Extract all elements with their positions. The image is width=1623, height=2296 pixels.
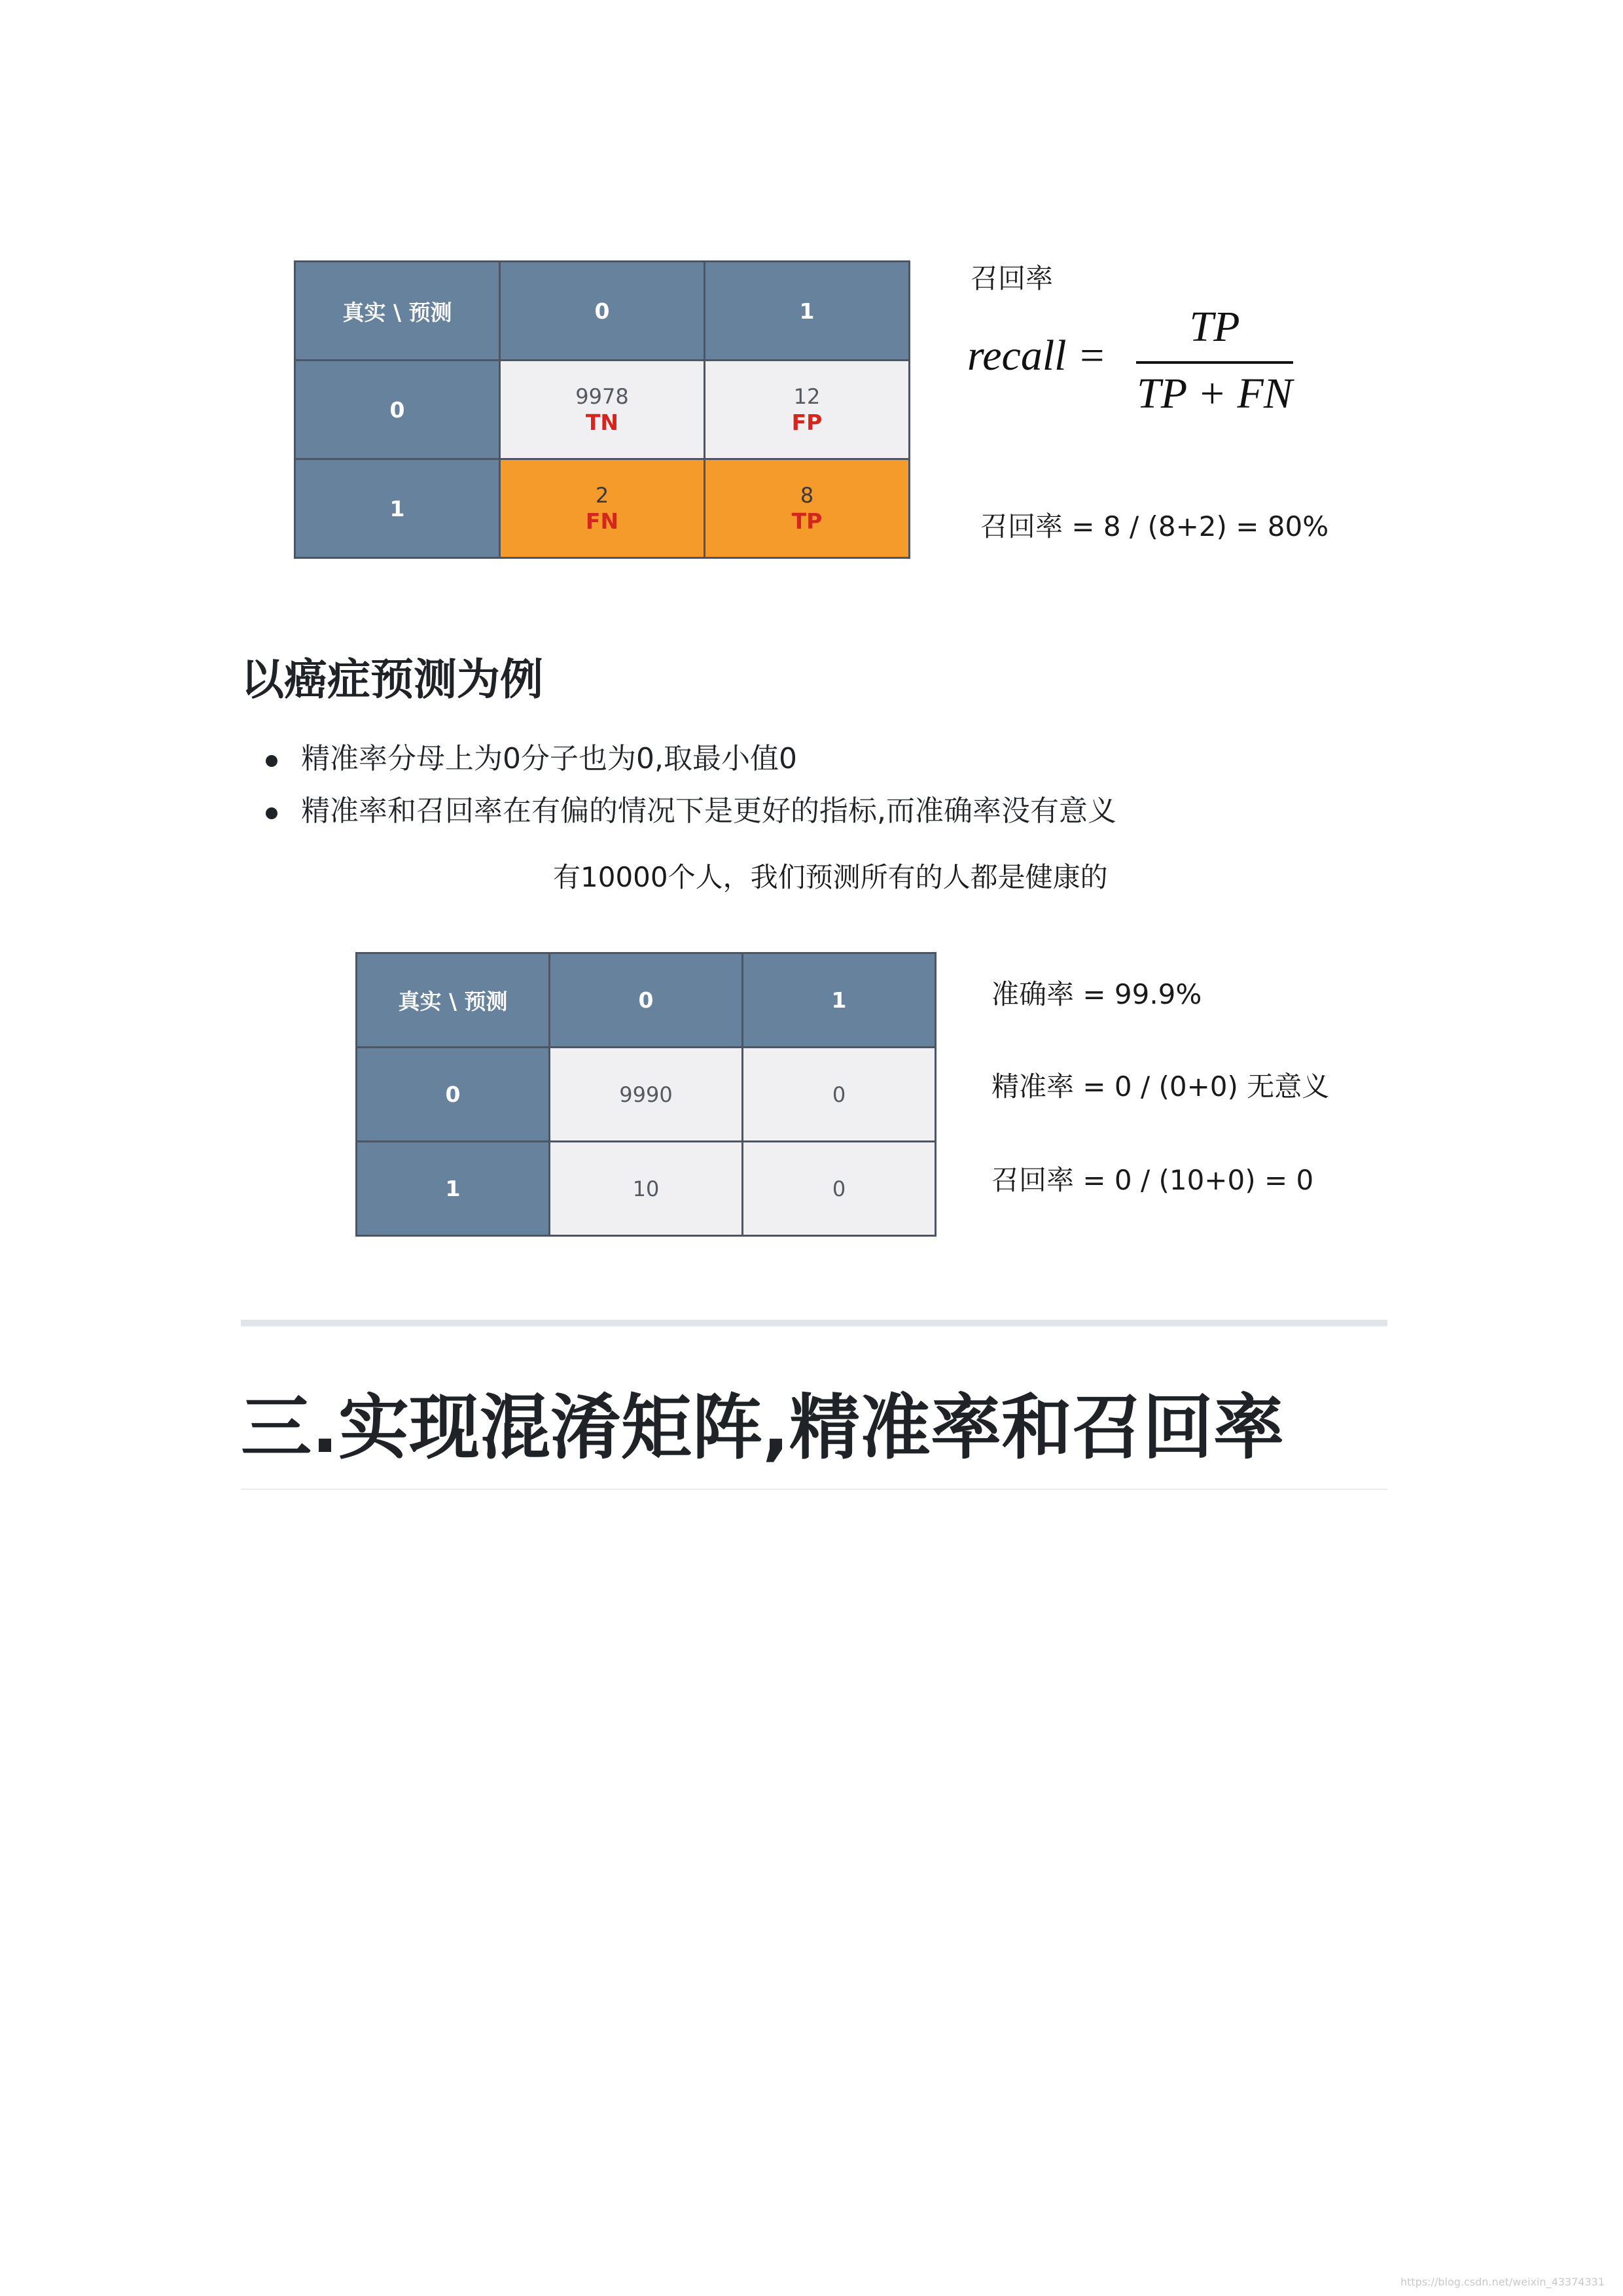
formula-numerator: TP [1189, 303, 1240, 351]
table-cell: 0 [743, 1048, 936, 1142]
row-header-1: 1 [357, 1142, 550, 1236]
list-item-text: 精准率和召回率在有偏的情况下是更好的指标,而准确率没有意义 [301, 794, 1116, 828]
example-caption: 有10000个人，我们预测所有的人都是健康的 [553, 861, 1108, 893]
cell-tag: FP [791, 410, 823, 435]
recall-title: 召回率 [971, 262, 1054, 294]
bullet-icon [266, 755, 277, 767]
confusion-matrix-all-healthy [355, 952, 936, 1237]
cell-tn [500, 361, 705, 459]
table-cell: 9990 [550, 1048, 743, 1142]
recall-calculation: 召回率 = 8 / (8+2) = 80% [980, 510, 1329, 542]
watermark: https://blog.csdn.net/weixin_43374331 [1400, 2276, 1605, 2288]
table-cell: 10 [550, 1142, 743, 1236]
list-item [241, 785, 1116, 838]
chapter-title: 三.实现混淆矩阵,精准率和召回率 [241, 1387, 1285, 1469]
column-header-1: 1 [743, 953, 936, 1048]
row-header-0: 0 [357, 1048, 550, 1142]
cell-value: 2 [595, 483, 609, 508]
cell-value: 8 [800, 483, 814, 508]
cell-tag: FN [585, 508, 619, 534]
bullet-list [241, 733, 1116, 838]
cell-tp [705, 459, 910, 558]
formula-denominator: TP + FN [1137, 370, 1293, 417]
recall-text: 召回率 = 0 / (10+0) = 0 [991, 1164, 1314, 1196]
precision-text: 精准率 = 0 / (0+0) 无意义 [991, 1070, 1330, 1103]
cell-value: 12 [793, 384, 821, 409]
matrix-corner-header: 真实 \ 预测 [357, 953, 550, 1048]
fraction-bar [1136, 361, 1293, 364]
formula-lhs: recall = [967, 332, 1107, 380]
confusion-matrix-cancer [294, 260, 910, 559]
bullet-icon [266, 807, 277, 819]
cell-fn [500, 459, 705, 558]
row-header-1: 1 [295, 459, 500, 558]
list-item-text: 精准率分母上为0分子也为0,取最小值0 [301, 742, 797, 775]
heading-underline [241, 1489, 1387, 1490]
matrix-corner-header: 真实 \ 预测 [295, 262, 500, 361]
section-heading: 以癌症预测为例 [241, 654, 543, 705]
row-header-0: 0 [295, 361, 500, 459]
cell-fp [705, 361, 910, 459]
column-header-1: 1 [705, 262, 910, 361]
section-divider [241, 1320, 1387, 1326]
recall-formula [967, 302, 1308, 420]
cell-tag: TP [791, 508, 823, 534]
cell-value: 9978 [575, 384, 629, 409]
table-cell: 0 [743, 1142, 936, 1236]
column-header-0: 0 [500, 262, 705, 361]
accuracy-text: 准确率 = 99.9% [991, 978, 1202, 1010]
column-header-0: 0 [550, 953, 743, 1048]
list-item [241, 733, 1116, 785]
cell-tag: TN [585, 410, 619, 435]
